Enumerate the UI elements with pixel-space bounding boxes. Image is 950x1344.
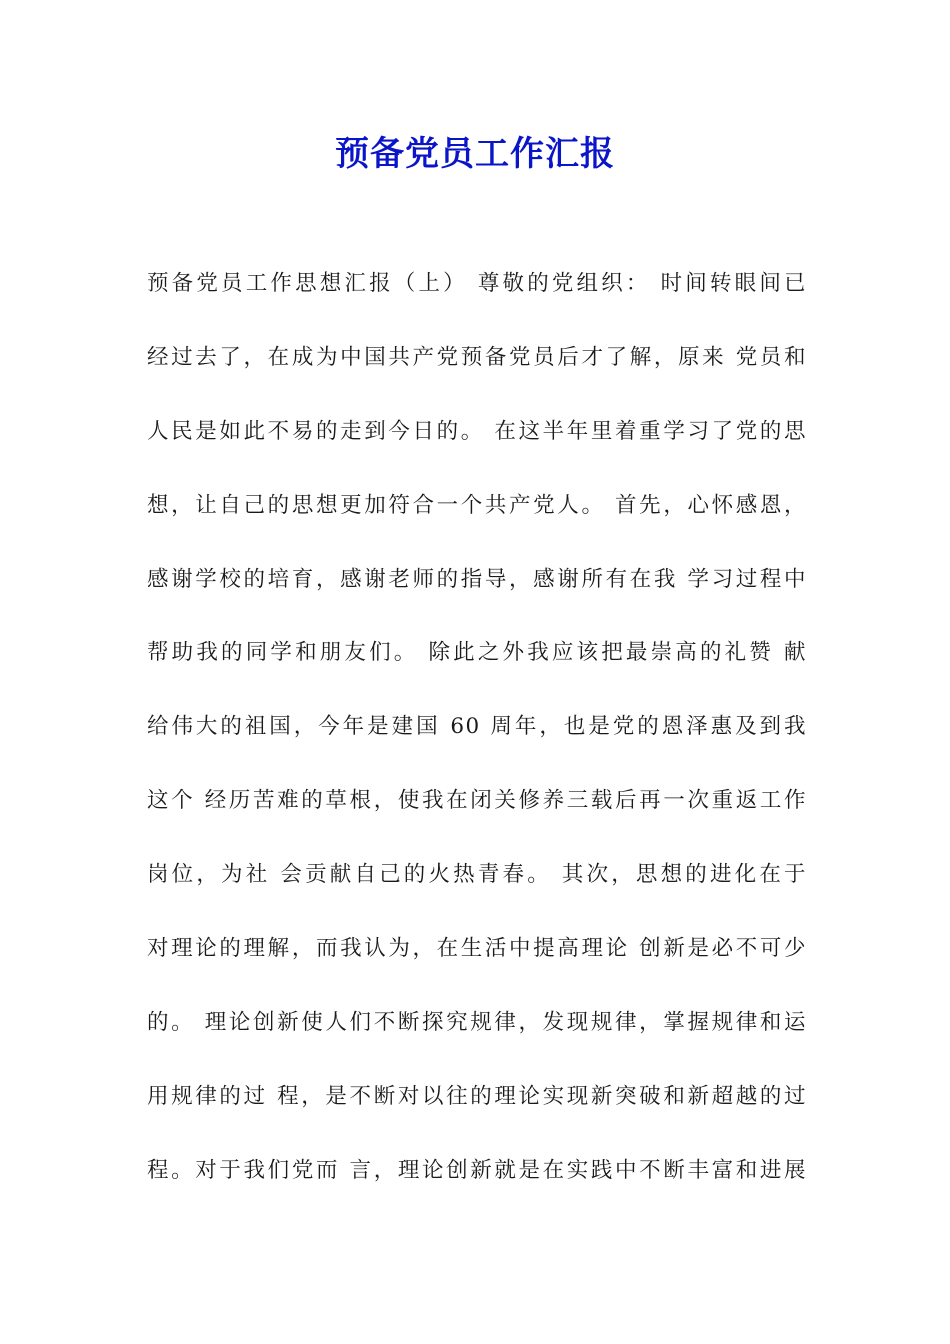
document-body bbox=[147, 263, 807, 1224]
body-line: 人民是如此不易的走到今日的。 在这半年里着重学习了党的思 bbox=[147, 418, 807, 444]
body-line: 程。对于我们党而 言，理论创新就是在实践中不断丰富和进展 bbox=[147, 1157, 807, 1183]
body-line: 用规律的过 程，是不断对以往的理论实现新突破和新超越的过 bbox=[147, 1083, 807, 1109]
document-title: 预备党员工作汇报 bbox=[335, 134, 615, 174]
body-line: 预备党员工作思想汇报（上） 尊敬的党组织： 时间转眼间已 bbox=[147, 271, 807, 296]
body-line: 对理论的理解，而我认为，在生活中提高理论 创新是必不可少 bbox=[147, 936, 807, 962]
body-line: 帮助我的同学和朋友们。 除此之外我应该把最崇高的礼赞 献 bbox=[147, 640, 807, 666]
body-line: 经过去了，在成为中国共产党预备党员后才了解，原来 党员和 bbox=[147, 344, 807, 370]
body-line: 想，让自己的思想更加符合一个共产党人。 首先，心怀感恩， bbox=[147, 492, 807, 518]
body-line: 给伟大的祖国，今年是建国 60 周年，也是党的恩泽惠及到我 bbox=[147, 714, 807, 740]
body-line: 的。 理论创新使人们不断探究规律，发现规律，掌握规律和运 bbox=[147, 1009, 807, 1035]
body-line: 这个 经历苦难的草根，使我在闭关修养三载后再一次重返工作 bbox=[147, 788, 807, 814]
body-line: 感谢学校的培育，感谢老师的指导，感谢所有在我 学习过程中 bbox=[147, 566, 807, 592]
body-line: 岗位，为社 会贡献自己的火热青春。 其次，思想的进化在于 bbox=[147, 862, 807, 888]
